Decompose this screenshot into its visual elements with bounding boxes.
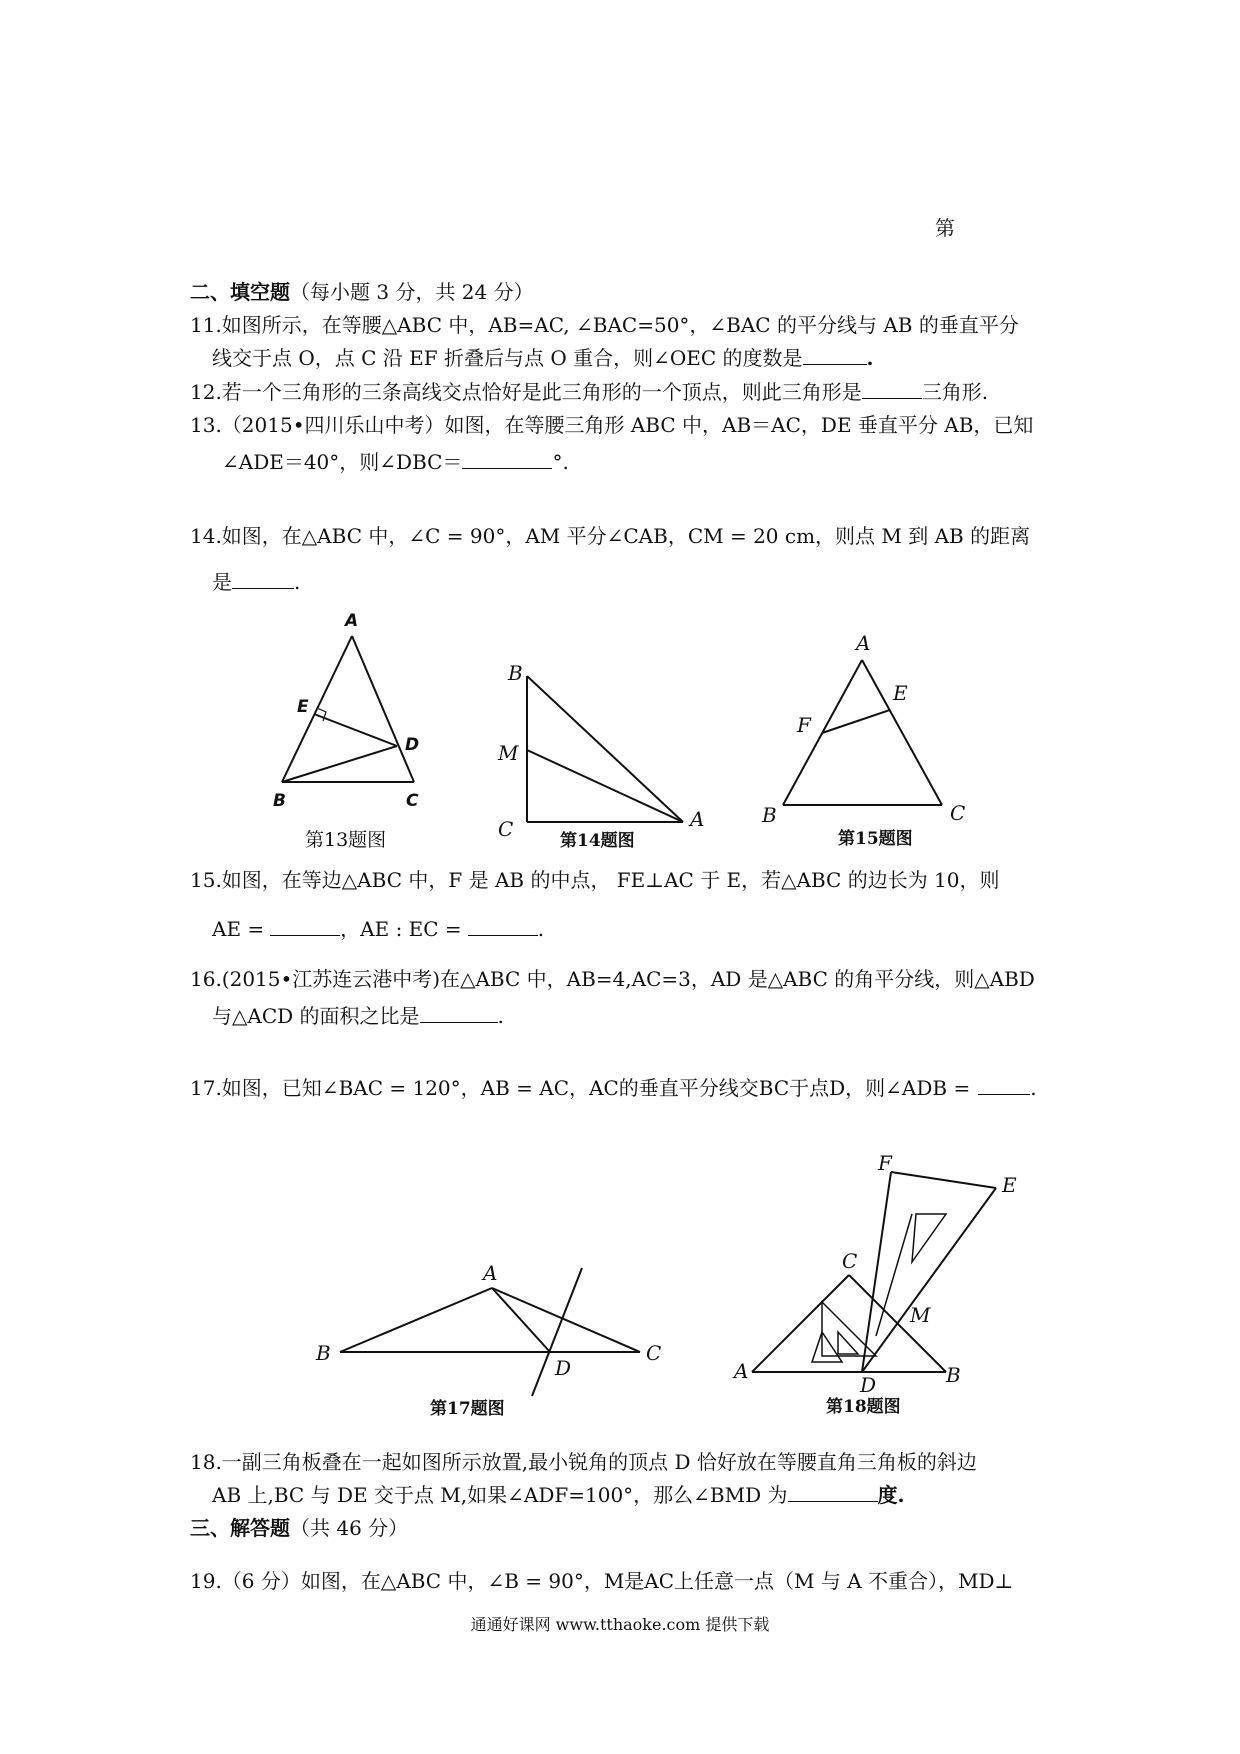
fig14-label-a: A xyxy=(690,807,705,831)
fig14-label-m: M xyxy=(498,741,519,765)
q15-line1: 15.如图，在等边△ABC 中，F 是 AB 的中点， FE⊥AC 于 E，若△ABC 的边长为 10，则 xyxy=(190,868,1000,892)
fig17-label-a: A xyxy=(483,1261,498,1285)
q18-answer-blank[interactable] xyxy=(788,1481,878,1502)
q17-answer-blank[interactable] xyxy=(978,1074,1030,1095)
fig18-label-f: F xyxy=(878,1151,892,1175)
q18-text: AB 上,BC 与 DE 交于点 M,如果∠ADF=100°，那么∠BMD 为 xyxy=(212,1483,788,1507)
fig15-label-a: A xyxy=(856,631,871,655)
q17-line xyxy=(190,1074,1037,1102)
q12-answer-blank[interactable] xyxy=(862,378,922,399)
fig18-label-e: E xyxy=(1002,1173,1017,1197)
q15-part2: ，AE : EC = xyxy=(340,917,462,941)
fig18-label-d: D xyxy=(860,1373,877,1397)
q11-line2 xyxy=(212,344,873,372)
q15-answer-blank-2[interactable] xyxy=(468,915,538,936)
q13-text: ∠ADE＝40°，则∠DBC＝ xyxy=(222,450,463,474)
fig15-label-c: C xyxy=(950,801,966,825)
page-footer: 通通好课网 www.tthaoke.com 提供下载 xyxy=(470,1615,770,1634)
section-2-title: 二、填空题 xyxy=(190,280,290,304)
q12-line xyxy=(190,378,988,406)
fig14-label-b: B xyxy=(508,661,523,685)
q11-line1: 11.如图所示，在等腰△ABC 中，AB=AC, ∠BAC=50°，∠BAC 的平分线与 AB 的垂直平分 xyxy=(190,313,1019,337)
fig15-label-b: B xyxy=(762,803,777,827)
q14-answer-blank[interactable] xyxy=(232,568,294,589)
fig15-caption: 第15题图 xyxy=(838,829,913,849)
fig18-label-b: B xyxy=(946,1363,961,1387)
fig13-label-e: E xyxy=(297,697,309,717)
fig17-label-c: C xyxy=(646,1341,662,1365)
q13-line1: 13.（2015•四川乐山中考）如图，在等腰三角形 ABC 中，AB＝AC，DE 垂直平分 AB，已知 xyxy=(190,413,1034,437)
q15-answer-blank-1[interactable] xyxy=(270,915,340,936)
fig17-label-b: B xyxy=(316,1341,331,1365)
fig14-caption: 第14题图 xyxy=(560,831,635,851)
figures-17-18 xyxy=(0,1150,1240,1430)
fig17-label-d: D xyxy=(555,1356,572,1380)
figure-17 xyxy=(315,1261,661,1419)
fig13-label-d: D xyxy=(405,735,420,755)
q14-end: . xyxy=(294,570,301,594)
q16-end: . xyxy=(497,1004,504,1028)
q14-text: 是 xyxy=(212,570,232,594)
q13-line2 xyxy=(222,448,569,476)
section-2-heading xyxy=(190,278,534,306)
q16-line1: 16.(2015•江苏连云港中考)在△ABC 中，AB=4,AC=3，AD 是△ABC 的角平分线，则△ABD xyxy=(190,967,1035,991)
fig13-label-c: C xyxy=(406,791,419,811)
q12-text: 12.若一个三角形的三条高线交点恰好是此三角形的一个顶点，则此三角形是 xyxy=(190,380,862,404)
q16-text: 与△ACD 的面积之比是 xyxy=(212,1004,420,1028)
fig18-label-m: M xyxy=(910,1303,931,1327)
q16-line2 xyxy=(212,1002,504,1030)
figure-14 xyxy=(497,661,704,851)
q18-line2 xyxy=(212,1481,904,1509)
q15-line2 xyxy=(212,915,544,943)
q17-end: . xyxy=(1030,1076,1037,1100)
q18-end: 度. xyxy=(877,1483,905,1507)
fig18-caption: 第18题图 xyxy=(826,1397,901,1417)
q11-end: . xyxy=(866,346,874,370)
figure-15 xyxy=(761,631,965,849)
q13-answer-blank[interactable] xyxy=(462,448,552,469)
q13-end: °. xyxy=(552,450,569,474)
fig17-caption: 第17题图 xyxy=(430,1399,505,1419)
q15-end: . xyxy=(537,917,545,941)
q12-end: 三角形. xyxy=(921,380,989,404)
q14-line2 xyxy=(212,568,300,596)
fig18-label-c: C xyxy=(842,1249,858,1273)
q11-answer-blank[interactable] xyxy=(803,344,867,365)
q18-line1: 18.一副三角板叠在一起如图所示放置,最小锐角的顶点 D 恰好放在等腰直角三角板的斜边 xyxy=(190,1450,977,1474)
q17-text: 17.如图，已知∠BAC = 120°，AB = AC，AC的垂直平分线交BC于点D，则∠ADB = xyxy=(190,1076,971,1100)
section-3-heading xyxy=(190,1514,408,1542)
figure-18 xyxy=(732,1151,1017,1417)
page-mark: 第 xyxy=(935,216,955,240)
fig15-label-e: E xyxy=(893,681,908,705)
section-2-note: （每小题 3 分，共 24 分） xyxy=(290,280,534,304)
fig18-label-a: A xyxy=(734,1359,749,1383)
section-3-note: （共 46 分） xyxy=(290,1516,409,1540)
q19-line: 19.（6 分）如图，在△ABC 中，∠B = 90°，M是AC上任意一点（M 与 A 不重合），MD⊥ xyxy=(190,1569,1014,1593)
q14-line1: 14.如图，在△ABC 中，∠C = 90°，AM 平分∠CAB，CM = 20 cm，则点 M 到 AB 的距离 xyxy=(190,524,1031,548)
figures-13-15 xyxy=(0,600,1240,860)
q15-part1: AE = xyxy=(212,917,265,941)
figure-13 xyxy=(273,611,419,851)
fig13-label-a: A xyxy=(345,611,359,631)
q16-answer-blank[interactable] xyxy=(420,1002,498,1023)
fig15-label-f: F xyxy=(797,713,811,737)
fig13-label-b: B xyxy=(273,791,286,811)
q11-text: 线交于点 O，点 C 沿 EF 折叠后与点 O 重合，则∠OEC 的度数是 xyxy=(212,346,803,370)
section-3-title: 三、解答题 xyxy=(190,1516,290,1540)
fig13-caption: 第13题图 xyxy=(305,829,387,851)
fig14-label-c: C xyxy=(498,817,514,841)
